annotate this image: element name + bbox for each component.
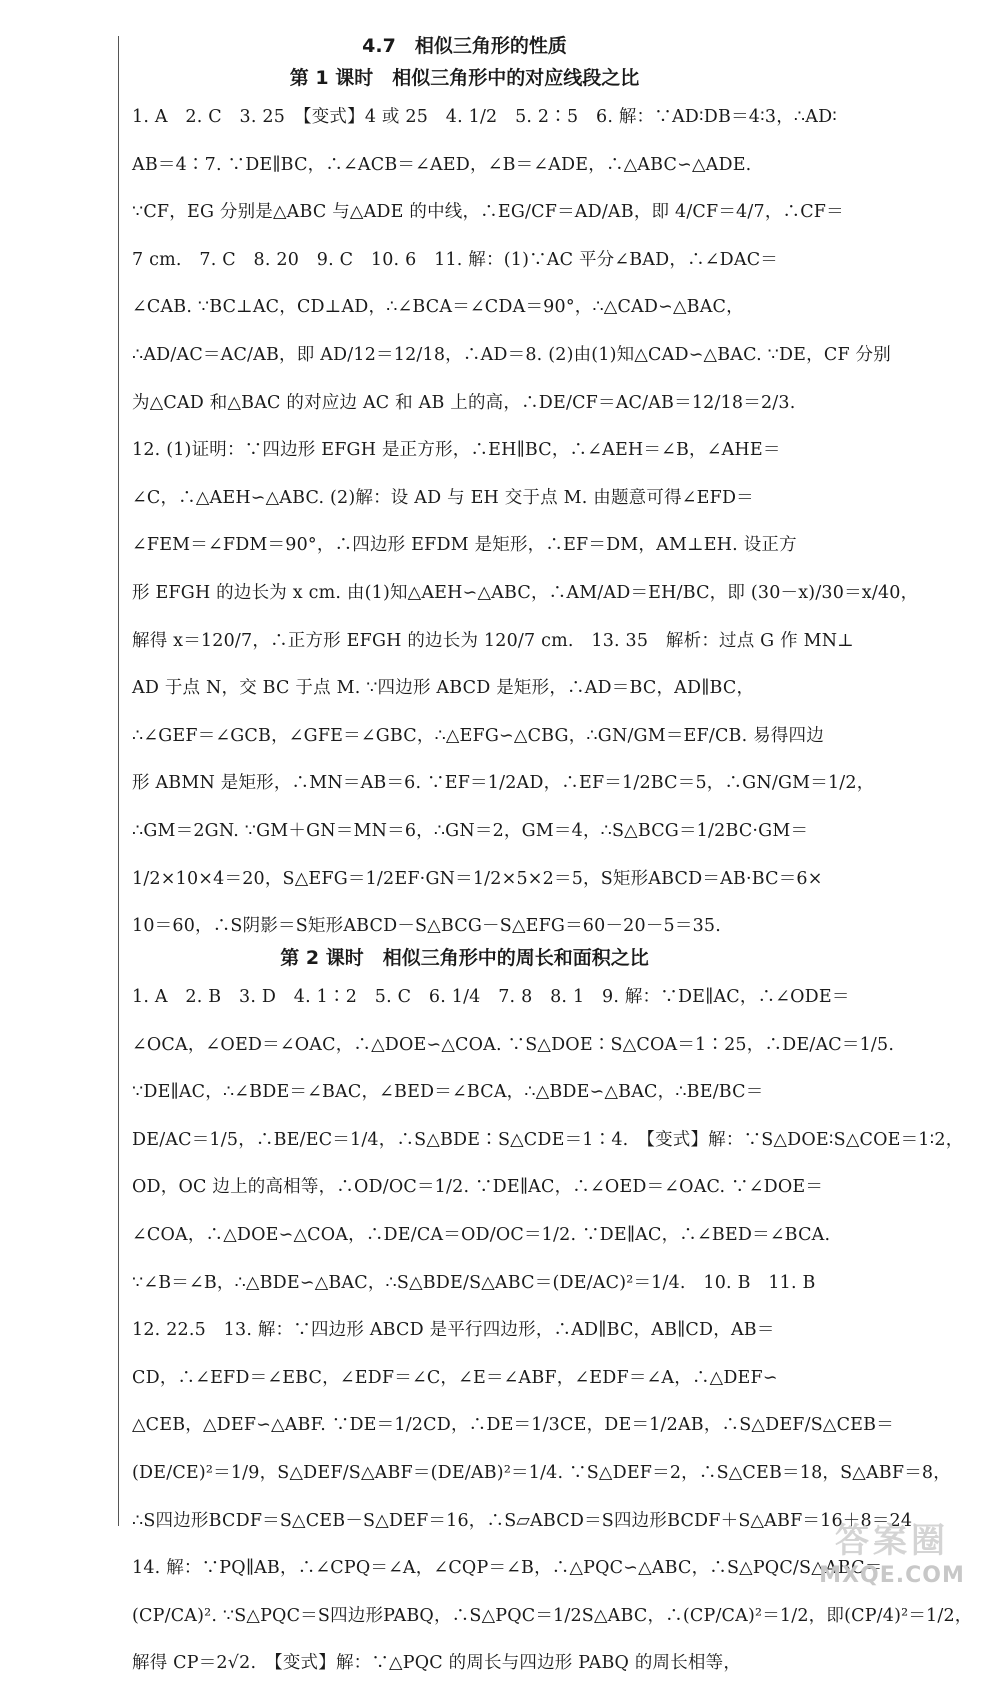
answer-line: 12. 22.5 13. 解：∵四边形 ABCD 是平行四边形，∴AD∥BC，AB∥CD，AB＝ [132,1320,775,1341]
answer-line: 12. (1)证明：∵四边形 EFGH 是正方形，∴EH∥BC，∴∠AEH＝∠B，∠AHE＝ [132,440,781,461]
answer-line: ∠CAB. ∵BC⊥AC，CD⊥AD，∴∠BCA＝∠CDA＝90°，∴△CAD∽△BAC， [132,297,744,318]
answer-line: 解得 CP＝2√2. 【变式】解：∵△PQC 的周长与四边形 PABQ 的周长相等， [132,1653,742,1674]
answer-line: CD，∴∠EFD＝∠EBC，∠EDF＝∠C，∠E＝∠ABF，∠EDF＝∠A，∴△DEF∽ [132,1367,778,1388]
lesson-2-title: 第 2 课时 相似三角形中的周长和面积之比 [280,947,649,970]
answer-line: 1. A 2. B 3. D 4. 1∶2 5. C 6. 1/4 7. 8 8. 1 9. 解：∵DE∥AC，∴∠ODE＝ [132,987,850,1008]
answer-line: ∵DE∥AC，∴∠BDE＝∠BAC，∠BED＝∠BCA，∴△BDE∽△BAC，∴BE/BC＝ [132,1082,764,1103]
answer-line: ∵∠B＝∠B，∴△BDE∽△BAC，∴S△BDE/S△ABC＝(DE/AC)²＝1/4. 10. B 11. B [132,1272,816,1293]
answer-line: AD 于点 N，交 BC 于点 M. ∵四边形 ABCD 是矩形，∴AD＝BC，AD∥BC， [132,678,755,699]
answer-line: OD，OC 边上的高相等，∴OD/OC＝1/2. ∵DE∥AC，∴∠OED＝∠OAC. ∵∠DOE＝ [132,1177,824,1198]
answer-line: 14. 解：∵PQ∥AB，∴∠CPQ＝∠A，∠CQP＝∠B，∴△PQC∽△ABC，∴S△PQC/S△ABC＝ [132,1558,883,1579]
page-margin-rule [118,36,119,1526]
lesson-1-answers [132,104,919,940]
answer-line: DE/AC＝1/5，∴BE/EC＝1/4，∴S△BDE∶S△CDE＝1∶4. 【变式】解：∵S△DOE∶S△COE＝1∶2， [132,1129,964,1150]
answer-line: ∠FEM＝∠FDM＝90°，∴四边形 EFDM 是矩形，∴EF＝DM，AM⊥EH. 设正方 [132,535,797,556]
answer-line: ∠C，∴△AEH∽△ABC. (2)解：设 AD 与 EH 交于点 M. 由题意可得∠EFD＝ [132,487,754,508]
answer-line: 7 cm. 7. C 8. 20 9. C 10. 6 11. 解：(1)∵AC 平分∠BAD，∴∠DAC＝ [132,249,778,270]
answer-line: ∠COA，∴△DOE∽△COA，∴DE/CA＝OD/OC＝1/2. ∵DE∥AC，∴∠BED＝∠BCA. [132,1225,831,1246]
answer-line: △CEB，△DEF∽△ABF. ∵DE＝1/2CD，∴DE＝1/3CE，DE＝1/2AB，∴S△DEF/S△CEB＝ [132,1415,894,1436]
answer-line: (DE/CE)²＝1/9，S△DEF/S△ABF＝(DE/AB)²＝1/4. ∵S△DEF＝2，∴S△CEB＝18，S△ABF＝8， [132,1463,951,1484]
answer-line: 解得 x＝120/7，∴正方形 EFGH 的边长为 120/7 cm. 13. 35 解析：过点 G 作 MN⊥ [132,630,854,651]
answer-line: (CP/CA)². ∵S△PQC＝S四边形PABQ，∴S△PQC＝1/2S△ABC，∴(CP/CA)²＝1/2，即(CP/4)²＝1/2， [132,1605,973,1626]
answer-line: ∴GM＝2GN. ∵GM＋GN＝MN＝6，∴GN＝2，GM＝4，∴S△BCG＝1/2BC·GM＝ [132,820,809,841]
answer-line: ∵CF，EG 分别是△ABC 与△ADE 的中线，∴EG/CF＝AD/AB，即 4/CF＝4/7，∴CF＝ [132,202,844,223]
answer-line: 10＝60，∴S阴影＝S矩形ABCD－S△BCG－S△EFG＝60－20－5＝35. [132,916,722,937]
watermark-logo: 答案圈 [835,1521,949,1561]
watermark [802,1520,982,1590]
answer-line: 形 ABMN 是矩形，∴MN＝AB＝6. ∵EF＝1/2AD，∴EF＝1/2BC＝5，∴GN/GM＝1/2， [132,773,875,794]
answer-line: 1/2×10×4＝20，S△EFG＝1/2EF·GN＝1/2×5×2＝5，S矩形ABCD＝AB·BC＝6× [132,868,823,889]
watermark-site: MXQE.COM [819,1563,965,1588]
lesson-1-title: 第 1 课时 相似三角形中的对应线段之比 [289,67,640,89]
section-title: 4.7 相似三角形的性质 [362,35,567,57]
answer-line: 为△CAD 和△BAC 的对应边 AC 和 AB 上的高，∴DE/CF＝AC/AB＝12/18＝2/3. [132,392,796,413]
answer-line: 1. A 2. C 3. 25 【变式】4 或 25 4. 1/2 5. 2∶5 6. 解：∵AD∶DB＝4∶3，∴AD∶ [132,107,838,127]
answer-line: ∴S四边形BCDF＝S△CEB－S△DEF＝16，∴S▱ABCD＝S四边形BCDF＋S△ABF＝16＋8＝24. [132,1510,918,1531]
answer-line: ∠OCA，∠OED＝∠OAC，∴△DOE∽△COA. ∵S△DOE∶S△COA＝1∶25，∴DE/AC＝1/5. [132,1034,895,1055]
answer-line: ∴∠GEF＝∠GCB，∠GFE＝∠GBC，∴△EFG∽△CBG，∴GN/GM＝EF/CB. 易得四边 [132,725,824,746]
answer-line: ∴AD/AC＝AC/AB，即 AD/12＝12/18，∴AD＝8. (2)由(1)知△CAD∽△BAC. ∵DE，CF 分别 [132,344,891,365]
answer-line: AB＝4∶7. ∵DE∥BC，∴∠ACB＝∠AED，∠B＝∠ADE，∴△ABC∽△ADE. [132,154,752,175]
answer-line: 形 EFGH 的边长为 x cm. 由(1)知△AEH∽△ABC，∴AM/AD＝EH/BC，即 (30－x)/30＝x/40， [132,582,919,603]
